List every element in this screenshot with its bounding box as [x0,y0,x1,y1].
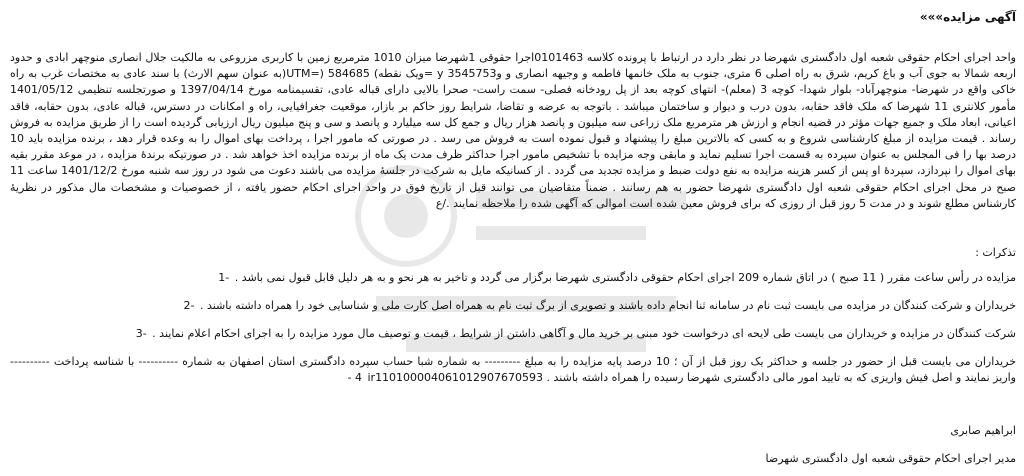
note-item [10,298,1016,314]
notice-heading: آگهی مزایده»»» [919,10,1016,24]
notice-body-paragraph: واحد اجرای احکام حقوقی شعبه اول دادگستری شهرضا در نظر دارد در ارتباط با پرونده کلاسه 0101463اجرا حقوقی 1شهرضا میزان 1010 مترمربع زمین با کاربری مزروعی به مالکیت جلال انصاری منوچهر ابادی و حدود اربعه شمالا به جوی آب و باغ کریم، شرق به راه اصلی 6 متری، جنوب به ملک خانمها فاطمه و وجیهه انصاری و وy 3545753 =ویک نقطه) 584685 (=UTM(به عنوان سهم الارث) با سند عادی به مختصات غرب به راه خاکی واقع در شهرضا- منوچهرآباد- بلوار شهدا- کوچه 3 (معلم)- انتهای کوچه بعد از پل رودخانه فصلی- سمت راست- صحرا بالایی دارای قباله عادی، تقسیمنامه مورخ 1397/04/14 و صورتجلسه تنظیمی 1401/05/12 مأمور کلانتری 11 شهرضا که ملک فاقد حقابه، بدون درب و دیوار و ساختمان میباشد . باتوجه به عرضه و تقاضا، شرایط روز حاکم بر بازار، موقعیت جغرافیایی، راه و امکانات در دسترس، قباله عادی، بدون حقابه، فاقد اعیانی، ابعاد ملک و جمیع جهات مؤثر در قضیه انجام و ارزش هر مترمربع ملک زراعی سه میلیون و پانصد هزار ریال و جمع کل سه میلیارد و پانصد و سی و پنج میلیون ریال ارزیابی گردیده است را از طریق مزایده به فروش رساند . قیمت مزایده از مبلغ کارشناسی شروع و به کسی که بالاترین مبلغ را پیشنهاد و قبول نموده است به فروش می رسد . در صورتی که مامور اجرا ، پرداخت بهای اموال را به وعده قرار دهد ، برنده مزایده باید 10 درصد بها را فی المجلس به عنوان سپرده به قسمت اجرا تسلیم نماید و مابقی وجه مزایده با تشخیص مامور اجرا حداکثر ظرف مدت یک ماه از برنده مزایده اخذ خواهد شد . در صورتیکه برندهٔ مزایده ، در موعد مقرر بقیه بهای اموال را نپردازد، سپردهٔ او پس از کسر هزینه مزایده به نفع دولت ضبط و مزایده تجدید می گردد . از کسانیکه مایل به شرکت در جلسهٔ مزایده می باشند دعوت می شود در روز سه شنبه مورخ 1401/12/2 ساعت 11 صبح در محل اجرای احکام حقوقی شعبه اول دادگستری شهرضا حضور به هم رسانند . ضمناً متقاضیان می توانند قبل از تاریخ فوق در واحد اجرای احکام حضور یافته ، از خصوصیات و مشخصات مال مذکور در نظریهٔ کارشناس مطلع شوند و در مدت 5 روز قبل از روزی که برای فروش معین شده است اموالی که آگهی شده را ملاحظه نمایند ./ع [10,51,1017,210]
note-number: -1 [218,271,230,284]
signer-name: ابراهیم صابری [950,424,1016,437]
note-item [10,270,1016,286]
signer-title: مدیر اجرای احکام حقوقی شعبه اول دادگستری شهرضا [765,452,1016,465]
note-item [10,354,1016,386]
note-text: خریداران و شرکت کنندگان در مزایده می بایست ثبت نام در سامانه ثنا انجام داده باشند و تصویری از برگ ثبت نام به همراه اصل کارت ملی و شناسایی خود را همراه داشته باشند . [199,299,1016,312]
note-item [10,326,1016,342]
auction-notice-page [6,6,1018,470]
note-text: خریداران می بایست قبل از حضور در جلسه و حداکثر یک روز قبل از آن ؛ 10 درصد پایه مزایده را به مبلغ --------- به شماره شبا حساب سپرده دادگستری استان اصفهان به شماره ---------- با شناسه پرداخت ---------- واریز نمایند و اصل فیش واریزی که به تایید امور مالی دادگستری شهرضا رسیده را همراه داشته باشند . ir110100004061012907670593 [10,355,1017,384]
note-text: شرکت کنندگان در مزایده و خریداران می بایست طی لایحه ای درخواست خود مبنی بر خرید مال و آگاهی داشتن از شرایط ، قیمت و توصیف مال مورد مزایده را به اجرای احکام اعلام نمایند . [152,327,1016,340]
note-number: -3 [135,327,147,340]
note-number: -2 [183,299,195,312]
note-text: مزایده در رأس ساعت مقرر ( 11 صبح ) در اتاق شماره 209 اجرای احکام حقوقی دادگستری شهرضا برگزار می گردد و تاخیر به هر نحو و به هر دلیل قابل قبول نمی باشد . [234,271,1016,284]
note-number: 4 - [347,371,362,384]
notes-title: تذکرات : [975,246,1016,259]
